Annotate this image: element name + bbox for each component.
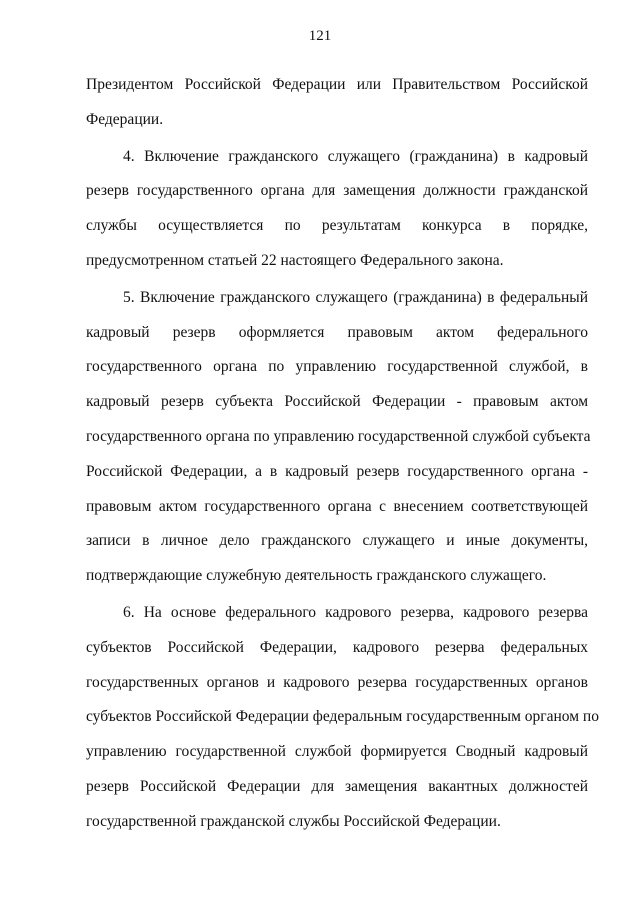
text-line: 6. На основе федерального кадрового резерва, кадрового резерва	[123, 603, 588, 621]
text-line: записи в личное дело гражданского служащего и иные документы,	[86, 532, 588, 550]
text-line: Президентом Российской Федерации или Правительством Российской	[86, 76, 588, 93]
text-line: государственного органа по управлению государственной службой субъекта	[86, 427, 591, 445]
text-line: субъектов Российской Федерации, кадрового резерва федеральных	[86, 638, 588, 656]
text-line: подтверждающие служебную деятельность гражданского служащего.	[86, 567, 547, 585]
text-line: управлению государственной службой формируется Сводный кадровый	[86, 743, 588, 761]
text-line: 5. Включение гражданского служащего (гражданина) в федеральный	[123, 288, 588, 306]
text-line: предусмотренном статьей 22 настоящего Федерального закона.	[86, 251, 504, 269]
text-line: кадровый резерв субъекта Российской Федерации - правовым актом	[86, 393, 588, 411]
text-line: государственных органов и кадрового резерва государственных органов	[86, 673, 588, 691]
text-line: субъектов Российской Федерации федеральным государственным органом по	[86, 708, 599, 726]
text-line: Российской Федерации, а в кадровый резерв государственного органа -	[86, 462, 588, 480]
text-line: государственного органа по управлению государственной службой, в	[86, 358, 588, 376]
document-body	[86, 68, 599, 840]
page-number: 121	[308, 28, 332, 44]
text-line: кадровый резерв оформляется правовым актом федерального	[86, 323, 588, 341]
text-line: службы осуществляется по результатам конкурса в порядке,	[86, 217, 588, 235]
paragraph-continuation	[86, 68, 588, 138]
text-line: 4. Включение гражданского служащего (гражданина) в кадровый	[123, 147, 588, 165]
text-line: резерв Российской Федерации для замещения вакантных должностей	[86, 777, 588, 795]
text-line: правовым актом государственного органа с внесением соответствующей	[86, 497, 588, 515]
text-line: Федерации.	[86, 110, 164, 128]
paragraph-item-6	[86, 596, 599, 840]
text-line: государственной гражданской службы Российской Федерации.	[86, 812, 501, 830]
paragraph-item-4	[86, 140, 588, 279]
text-line: резерв государственного органа для замещения должности гражданской	[86, 182, 588, 200]
paragraph-item-5	[86, 281, 591, 594]
